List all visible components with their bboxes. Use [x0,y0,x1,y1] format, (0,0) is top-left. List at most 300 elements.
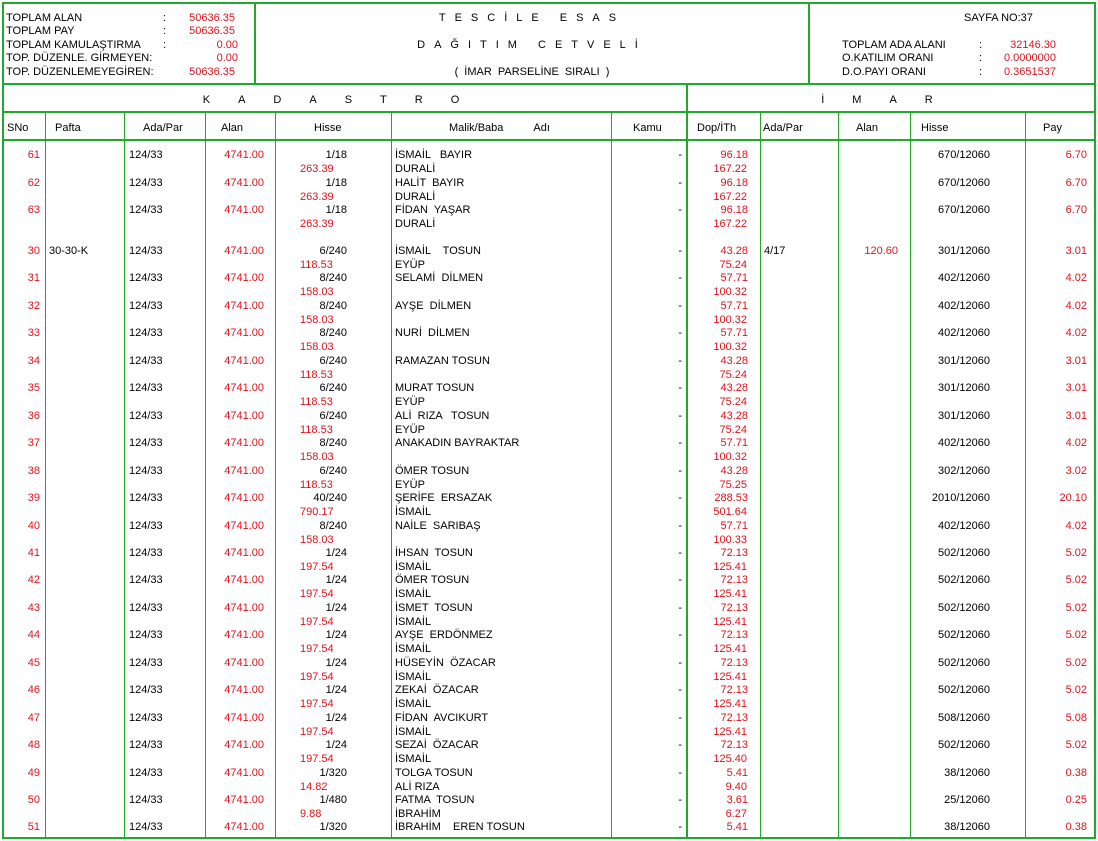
cell-baba: İSMAİL [395,615,432,628]
right-summary-label: O.KATILIM ORANI [842,52,934,64]
cell-adapar: 124/33 [129,176,163,189]
cell-hisse: 1/320 [319,821,347,834]
cell-sno: 32 [27,299,40,312]
cell-kamu: - [678,794,682,806]
cell-hisse: 1/18 [325,204,347,216]
cell-alan: 4741.00 [224,272,264,285]
colon: : [163,39,167,51]
cell-malik: HÜSEYİN ÖZACAR [395,656,496,669]
cell-alan: 4741.00 [224,149,264,161]
cell-baba: İSMAİL [395,588,432,601]
cell-adapar: 124/33 [129,739,163,752]
cell-dop: 43.28 [720,354,748,367]
cell-sno: 47 [27,711,40,724]
cell-adapar: 124/33 [129,492,163,505]
right-summary-value: 0.0000000 [1004,52,1056,64]
cell-malik: İSMAİL TOSUN [395,245,481,257]
cell-hisse2: 197.54 [300,725,334,738]
cell-hisse2: 263.39 [300,163,334,175]
cell-dop: 72.13 [720,656,748,669]
cell-hisse2: 197.54 [300,698,334,711]
cell-ihisse: 502/12060 [938,601,990,614]
cell-dop: 57.71 [720,299,748,312]
cell-alan: 4741.00 [224,794,264,806]
cell-dop: 72.13 [720,684,748,697]
cell-kamu: - [678,327,682,340]
cell-ihisse: 670/12060 [938,204,990,216]
cell-hisse: 6/240 [319,382,347,395]
cell-sno: 61 [27,149,40,161]
cell-kamu: - [678,204,682,216]
cell-adapar: 124/33 [129,382,163,395]
cell-dop: 96.18 [720,149,748,161]
cell-hisse2: 197.54 [300,670,334,683]
cell-malik: FİDAN AVCIKURT [395,711,489,724]
cell-pay: 3.01 [1065,409,1087,422]
cell-dop: 43.28 [720,409,748,422]
cell-hisse2: 118.53 [300,396,333,409]
cell-ihisse: 402/12060 [938,299,990,312]
cell-pay: 3.02 [1065,464,1087,477]
cell-kamu: - [678,299,682,312]
cell-baba: İSMAİL [395,643,432,656]
cell-kamu: - [678,739,682,752]
cell-sno: 33 [27,327,40,340]
cell-dop: 72.13 [720,629,748,642]
right-summary-label: D.O.PAYI ORANI [842,66,926,78]
cell-baba: ALİ RIZA [395,780,440,793]
cell-baba: İSMAİL [395,670,432,683]
cell-pay: 4.02 [1065,299,1087,312]
cell-kamu: - [678,711,682,724]
cell-alan: 4741.00 [224,684,264,697]
cell-hisse: 8/240 [319,437,347,450]
document-subtitle: DAĞITIM CETVELİ [417,39,647,51]
document-title: TESCİLE ESAS [438,12,626,24]
cell-sno: 38 [27,464,40,477]
cell-kamu: - [678,149,682,161]
cell-malik: FATMA TOSUN [395,794,475,806]
cell-alan: 4741.00 [224,464,264,477]
cell-hisse2: 118.53 [300,259,333,271]
col-kamu: Kamu [633,122,662,134]
cell-sno: 45 [27,656,40,669]
cell-malik: ANAKADIN BAYRAKTAR [395,437,520,450]
cell-ihisse: 670/12060 [938,149,990,161]
cell-kamu: - [678,821,682,834]
cell-pafta: 30-30-K [49,245,89,257]
cell-hisse2: 14.82 [300,780,328,793]
col-malik: Malik/Baba Adı [449,122,550,134]
cell-hisse: 1/320 [319,766,347,779]
cell-hisse: 1/24 [325,546,347,559]
cell-dop2: 167.22 [713,218,747,230]
cell-dop2: 75.25 [719,478,747,491]
cell-dop: 57.71 [720,327,748,340]
summary-value: 50636.35 [189,25,235,37]
cell-sno: 34 [27,354,40,367]
cell-adapar: 124/33 [129,327,163,340]
cell-ihisse: 402/12060 [938,272,990,285]
cell-dop: 57.71 [720,437,748,450]
cell-ihisse: 38/12060 [944,766,990,779]
cell-alan: 4741.00 [224,574,264,587]
cell-ihisse: 502/12060 [938,684,990,697]
cell-adapar: 124/33 [129,519,163,532]
cell-dop2: 125.40 [713,753,747,766]
cell-malik: TOLGA TOSUN [395,766,473,779]
cell-ihisse: 301/12060 [938,354,990,367]
cell-hisse: 1/24 [325,574,347,587]
cell-alan: 4741.00 [224,382,264,395]
cell-dop2: 100.32 [713,313,747,326]
cell-hisse: 1/24 [325,601,347,614]
cell-adapar: 124/33 [129,656,163,669]
cell-sno: 63 [27,204,40,216]
cell-dop2: 125.41 [713,643,747,656]
cell-baba: EYÜP [395,396,425,409]
cell-sno: 46 [27,684,40,697]
cell-dop: 72.13 [720,739,748,752]
colon: : [163,25,167,37]
cell-pay: 5.02 [1065,684,1087,697]
col-pay: Pay [1043,122,1062,134]
cell-baba: DURALİ [395,163,436,175]
cell-sno: 41 [27,546,40,559]
cell-ihisse: 502/12060 [938,574,990,587]
cell-dop2: 167.22 [713,163,747,175]
cell-pay: 0.38 [1065,766,1087,779]
cell-hisse2: 118.53 [300,368,333,381]
cell-alan: 4741.00 [224,656,264,669]
cell-pay: 5.02 [1065,739,1087,752]
cell-kamu: - [678,546,682,559]
summary-label: TOPLAM PAY [6,25,75,37]
cell-alan: 4741.00 [224,821,264,834]
col-adapar: Ada/Par [143,122,183,134]
col-alan: Alan [221,122,244,134]
cell-dop2: 6.27 [725,808,747,820]
cell-hisse2: 118.53 [300,478,333,491]
cell-ihisse: 670/12060 [938,176,990,189]
summary-label: TOP. DÜZENLE. GİRMEYEN: [6,52,153,64]
cell-dop: 43.28 [720,382,748,395]
cell-baba: İSMAİL [395,725,432,738]
colon: : [979,66,983,78]
cell-sno: 42 [27,574,40,587]
col-dop: Dop/İTh [697,122,737,134]
cell-malik: SEZAİ ÖZACAR [395,739,479,752]
cell-alan: 4741.00 [224,629,264,642]
cell-hisse2: 158.03 [300,451,334,464]
cell-malik: ÖMER TOSUN [395,574,470,587]
cell-hisse: 6/240 [319,354,347,367]
cell-ihisse: 2010/12060 [931,492,990,505]
cell-kamu: - [678,601,682,614]
cell-ihisse: 301/12060 [938,409,990,422]
cell-pay: 5.02 [1065,546,1087,559]
cell-kamu: - [678,684,682,697]
cell-baba: İSMAİL [395,698,432,711]
cell-malik: AYŞE DİLMEN [395,299,472,312]
cell-alan: 4741.00 [224,601,264,614]
col-sno: SNo [7,122,29,134]
cell-kamu: - [678,519,682,532]
cell-hisse: 1/24 [325,739,347,752]
cell-sno: 62 [27,176,40,189]
cell-dop: 43.28 [720,464,748,477]
cell-malik: ALİ RIZA TOSUN [395,409,490,422]
cell-hisse: 1/24 [325,629,347,642]
cell-baba: İSMAİL [395,506,432,519]
cell-hisse: 8/240 [319,327,347,340]
cell-adapar: 124/33 [129,272,163,285]
cell-kamu: - [678,382,682,395]
cell-malik: ZEKAİ ÖZACAR [395,684,479,697]
summary-label: TOPLAM ALAN [6,12,83,24]
cell-sno: 49 [27,766,40,779]
summary-value: 0.00 [216,52,238,64]
imar-section-title: İMAR [821,94,961,106]
cell-dop: 72.13 [720,546,748,559]
cell-baba: EYÜP [395,423,425,436]
cell-adapar: 124/33 [129,601,163,614]
cell-dop: 72.13 [720,711,748,724]
cell-malik: AYŞE ERDÖNMEZ [395,629,493,642]
cell-alan: 4741.00 [224,176,264,189]
cell-dop: 96.18 [720,204,748,216]
cell-dop: 288.53 [714,492,748,505]
cell-dop: 43.28 [720,245,748,257]
cell-dop2: 100.32 [713,451,747,464]
cell-ihisse: 502/12060 [938,656,990,669]
cell-ialan: 120.60 [864,245,898,257]
cell-adapar: 124/33 [129,711,163,724]
cell-malik: İHSAN TOSUN [395,546,473,559]
cell-sno: 37 [27,437,40,450]
cell-pay: 5.08 [1065,711,1087,724]
cell-ihisse: 402/12060 [938,327,990,340]
cell-hisse: 8/240 [319,272,347,285]
cell-pay: 3.01 [1065,382,1087,395]
cell-pay: 4.02 [1065,519,1087,532]
cell-alan: 4741.00 [224,299,264,312]
cell-dop2: 125.41 [713,670,747,683]
cell-dop2: 100.33 [713,533,747,546]
cell-alan: 4741.00 [224,766,264,779]
cell-sno: 36 [27,409,40,422]
cell-adapar: 124/33 [129,245,163,257]
cell-malik: İSMET TOSUN [395,601,473,614]
cell-malik: ÖMER TOSUN [395,464,470,477]
cell-adapar: 124/33 [129,204,163,216]
cell-sno: 50 [27,794,40,806]
cell-malik: MURAT TOSUN [395,382,475,395]
cell-alan: 4741.00 [224,409,264,422]
cell-ihisse: 301/12060 [938,245,990,257]
cell-hisse2: 790.17 [300,506,334,519]
cell-kamu: - [678,437,682,450]
cell-adapar: 124/33 [129,794,163,806]
page-number: SAYFA NO:37 [964,12,1033,24]
cell-hisse: 6/240 [319,245,347,257]
cell-adapar: 124/33 [129,766,163,779]
cell-baba: EYÜP [395,259,425,271]
cell-kamu: - [678,354,682,367]
cell-kamu: - [678,409,682,422]
cell-dop: 5.41 [726,821,748,834]
right-summary-label: TOPLAM ADA ALANI [842,39,946,51]
cell-dop2: 75.24 [719,396,747,409]
cell-ihisse: 38/12060 [944,821,990,834]
cell-sno: 39 [27,492,40,505]
summary-value: 50636.35 [189,66,235,78]
cell-ihisse: 502/12060 [938,546,990,559]
cell-kamu: - [678,629,682,642]
cell-dop2: 75.24 [719,259,747,271]
cell-adapar: 124/33 [129,354,163,367]
cell-adapar: 124/33 [129,299,163,312]
cell-adapar: 124/33 [129,574,163,587]
cell-dop: 57.71 [720,272,748,285]
cell-malik: ŞERİFE ERSAZAK [395,492,493,505]
cell-ihisse: 301/12060 [938,382,990,395]
cell-malik: İSMAİL BAYIR [395,149,473,161]
cell-dop2: 75.24 [719,423,747,436]
cell-hisse: 1/18 [325,176,347,189]
col-imar-hisse: Hisse [921,122,949,134]
cell-iadapar: 4/17 [764,245,786,257]
cell-kamu: - [678,176,682,189]
cell-dop: 3.61 [726,794,748,806]
cell-adapar: 124/33 [129,409,163,422]
cell-kamu: - [678,656,682,669]
colon: : [979,52,983,64]
cell-alan: 4741.00 [224,245,264,257]
cell-alan: 4741.00 [224,204,264,216]
cell-alan: 4741.00 [224,492,264,505]
cell-ihisse: 502/12060 [938,629,990,642]
cell-ihisse: 402/12060 [938,437,990,450]
cell-hisse: 1/24 [325,711,347,724]
cell-dop: 57.71 [720,519,748,532]
cell-ihisse: 508/12060 [938,711,990,724]
cell-hisse: 1/480 [319,794,347,806]
right-summary-value: 0.3651537 [1004,66,1056,78]
cell-dop: 72.13 [720,601,748,614]
cell-dop: 72.13 [720,574,748,587]
cell-pay: 4.02 [1065,437,1087,450]
cell-ihisse: 302/12060 [938,464,990,477]
cell-dop: 96.18 [720,176,748,189]
cell-dop2: 75.24 [719,368,747,381]
cell-pay: 3.01 [1065,245,1087,257]
cell-pay: 20.10 [1059,492,1087,505]
cell-dop2: 9.40 [725,780,747,793]
col-pafta: Pafta [55,122,81,134]
cell-kamu: - [678,272,682,285]
colon: : [979,39,983,51]
cell-malik: FİDAN YAŞAR [395,204,471,216]
cell-hisse2: 197.54 [300,753,334,766]
cell-sno: 48 [27,739,40,752]
cell-hisse2: 158.03 [300,533,334,546]
cell-hisse2: 197.54 [300,588,334,601]
cell-adapar: 124/33 [129,149,163,161]
cell-alan: 4741.00 [224,327,264,340]
cell-pay: 3.01 [1065,354,1087,367]
cell-baba: DURALİ [395,190,436,203]
cell-dop2: 100.32 [713,286,747,299]
cell-baba: İSMAİL [395,753,432,766]
cell-hisse: 8/240 [319,519,347,532]
cell-sno: 30 [27,245,40,257]
cell-pay: 4.02 [1065,327,1087,340]
cell-ihisse: 25/12060 [944,794,990,806]
cell-pay: 5.02 [1065,656,1087,669]
cell-dop: 5.41 [726,766,748,779]
cell-pay: 6.70 [1065,204,1087,216]
cell-alan: 4741.00 [224,519,264,532]
cell-hisse2: 197.54 [300,560,334,573]
cell-adapar: 124/33 [129,821,163,834]
cell-hisse2: 158.03 [300,313,334,326]
cell-kamu: - [678,492,682,505]
cell-ihisse: 402/12060 [938,519,990,532]
cell-hisse2: 118.53 [300,423,333,436]
cell-malik: SELAMİ DİLMEN [395,272,484,285]
cell-kamu: - [678,245,682,257]
cell-sno: 31 [27,272,40,285]
cell-pay: 5.02 [1065,574,1087,587]
cell-malik: NAİLE SARIBAŞ [395,519,481,532]
cell-hisse2: 158.03 [300,286,334,299]
cell-hisse2: 263.39 [300,218,334,230]
cell-adapar: 124/33 [129,629,163,642]
summary-value: 50636.35 [189,12,235,24]
cell-dop2: 125.41 [713,698,747,711]
cell-adapar: 124/33 [129,684,163,697]
cell-pay: 4.02 [1065,272,1087,285]
cell-hisse2: 158.03 [300,341,334,354]
cell-dop2: 167.22 [713,190,747,203]
cell-dop2: 125.41 [713,560,747,573]
cell-hisse2: 9.88 [300,808,322,820]
cell-sno: 43 [27,601,40,614]
cell-alan: 4741.00 [224,711,264,724]
cell-dop2: 100.32 [713,341,747,354]
cell-malik: HALİT BAYIR [395,176,465,189]
cell-alan: 4741.00 [224,437,264,450]
cell-hisse: 1/24 [325,656,347,669]
colon: : [163,12,167,24]
cell-hisse: 6/240 [319,464,347,477]
cell-hisse: 40/240 [313,492,347,505]
summary-label: TOP. DÜZENLEMEYEGİREN: [6,66,154,78]
cell-hisse: 6/240 [319,409,347,422]
summary-label: TOPLAM KAMULAŞTIRMA [6,39,141,51]
cell-pay: 5.02 [1065,601,1087,614]
col-imar-alan: Alan [856,122,879,134]
cell-hisse: 1/18 [325,149,347,161]
kadastro-section-title: KADASTRO [202,94,488,106]
cell-malik: NURİ DİLMEN [395,327,470,340]
cell-pay: 0.38 [1065,821,1087,834]
cell-hisse2: 197.54 [300,643,334,656]
cell-hisse2: 263.39 [300,190,334,203]
cell-dop2: 125.41 [713,588,747,601]
cell-dop2: 125.41 [713,725,747,738]
